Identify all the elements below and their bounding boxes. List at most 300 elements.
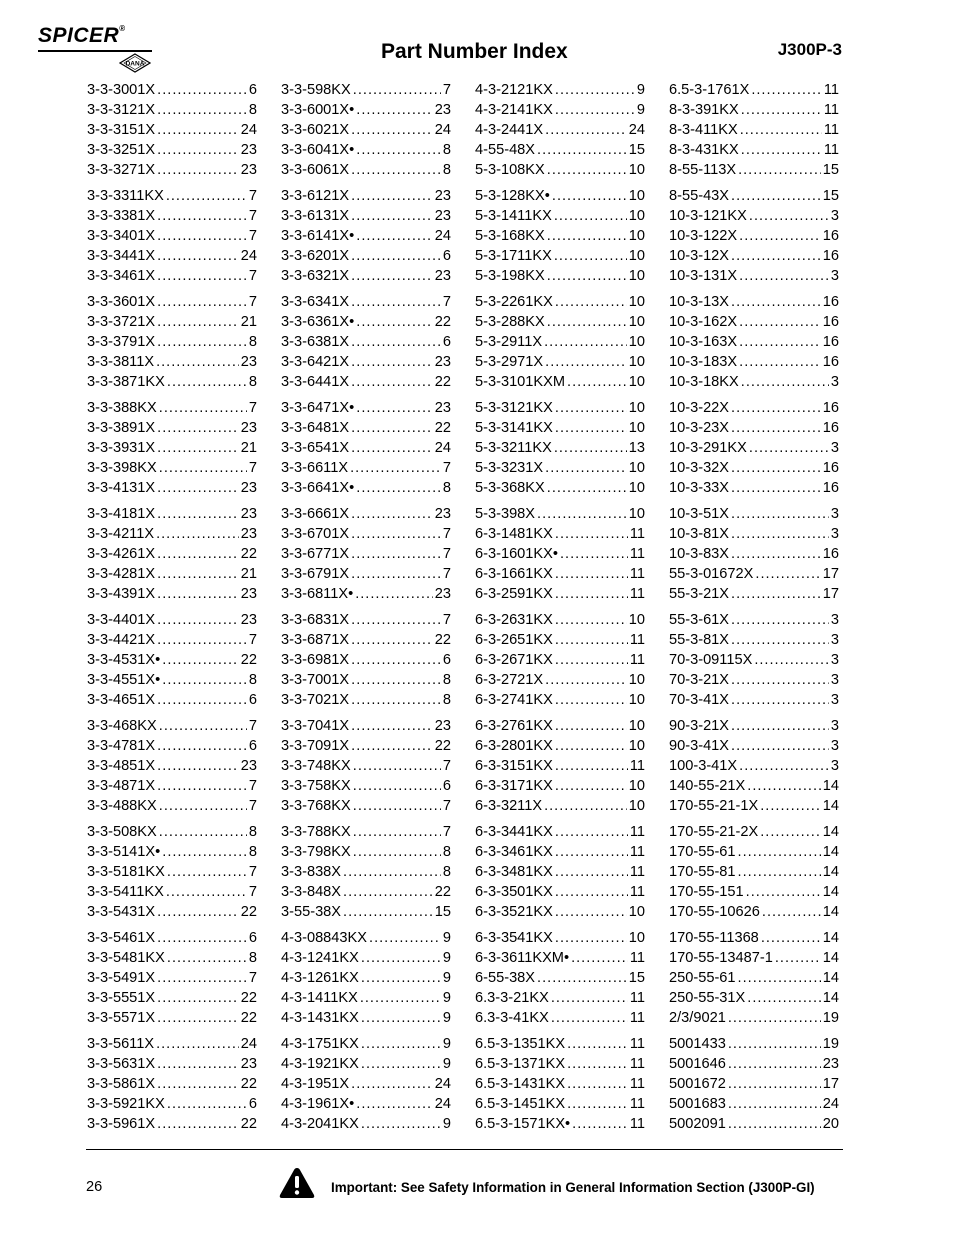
part-number: 10-3-33X [669, 480, 730, 496]
dot-leader [166, 186, 247, 206]
page-reference: 9 [442, 1036, 451, 1052]
page-reference: 10 [628, 334, 645, 350]
page-reference: 10 [628, 294, 645, 310]
entry-group [475, 398, 645, 498]
entry-group [475, 822, 645, 922]
index-entry [669, 266, 839, 286]
page-reference: 16 [822, 314, 839, 330]
index-entry [87, 756, 257, 776]
index-entry [669, 736, 839, 756]
index-entry [87, 418, 257, 438]
index-entry [281, 882, 451, 902]
page-reference: 23 [240, 586, 257, 602]
part-number: 6-3-3151KX [475, 758, 553, 774]
dot-leader [571, 948, 628, 968]
entry-group [475, 928, 645, 1028]
page-reference: 24 [240, 248, 257, 264]
index-entry [475, 670, 645, 690]
page-reference: 8 [248, 102, 257, 118]
page-reference: 23 [434, 718, 451, 734]
dot-leader [547, 478, 627, 498]
part-number: 4-3-1951X [281, 1076, 350, 1092]
index-entry [281, 670, 451, 690]
dot-leader [741, 140, 822, 160]
page-reference: 11 [629, 526, 645, 542]
part-number: 10-3-162X [669, 314, 738, 330]
part-number: 3-3-3601X [87, 294, 156, 310]
dot-leader [555, 650, 628, 670]
dot-leader [762, 902, 821, 922]
page-reference: 7 [248, 884, 257, 900]
index-entry [669, 948, 839, 968]
index-entry [281, 928, 451, 948]
dot-leader [731, 504, 829, 524]
page-reference: 23 [240, 354, 257, 370]
page-reference: 10 [628, 400, 645, 416]
brand-wordmark: SPICER® [38, 24, 126, 47]
page-reference: 8 [442, 672, 451, 688]
dot-leader [157, 140, 239, 160]
part-number: 5-3-108KX [475, 162, 545, 178]
page-reference: 22 [240, 1076, 257, 1092]
part-number: 3-3-6481X [281, 420, 350, 436]
part-number: 6-3-2801KX [475, 738, 553, 754]
part-number: 10-3-131X [669, 268, 738, 284]
index-entry [281, 226, 451, 246]
index-entry [669, 206, 839, 226]
dot-leader [555, 564, 628, 584]
page-reference: 7 [248, 188, 257, 204]
index-entry [475, 610, 645, 630]
part-number: 170-55-21-1X [669, 798, 759, 814]
page-reference: 14 [822, 844, 839, 860]
page-reference: 22 [434, 374, 451, 390]
part-number: 3-3-4211X [87, 526, 155, 542]
document-code: J300P-3 [777, 40, 842, 59]
page-reference: 10 [628, 162, 645, 178]
part-number: 3-3-3871KX [87, 374, 165, 390]
part-number: 6-3-1481KX [475, 526, 553, 542]
dot-leader [761, 928, 821, 948]
dot-leader [741, 100, 822, 120]
part-number: 5-3-3121KX [475, 400, 553, 416]
index-entry [669, 292, 839, 312]
index-entry [669, 1034, 839, 1054]
page-reference: 3 [830, 652, 839, 668]
page-reference: 7 [248, 970, 257, 986]
page-reference: 8 [248, 844, 257, 860]
page-reference: 10 [628, 672, 645, 688]
index-entry [669, 226, 839, 246]
entry-group [669, 504, 839, 604]
part-number: 3-3-3441X [87, 248, 156, 264]
dot-leader [157, 312, 239, 332]
page-reference: 16 [822, 420, 839, 436]
index-entry [669, 352, 839, 372]
dot-leader [731, 690, 829, 710]
part-number: 10-3-83X [669, 546, 730, 562]
page-reference: 11 [629, 824, 645, 840]
page-reference: 23 [240, 420, 257, 436]
dot-leader [167, 372, 247, 392]
page-reference: 23 [240, 506, 257, 522]
page-reference: 7 [442, 798, 451, 814]
index-entry [475, 418, 645, 438]
index-entry [87, 332, 257, 352]
entry-group [87, 1034, 257, 1134]
index-entry [281, 1114, 451, 1134]
page-reference: 22 [434, 314, 451, 330]
page-reference: 3 [830, 632, 839, 648]
page-reference: 11 [629, 632, 645, 648]
index-entry [87, 120, 257, 140]
page-reference: 23 [240, 1056, 257, 1072]
dot-leader [351, 610, 441, 630]
part-number: 3-3-468KX [87, 718, 157, 734]
page-reference: 21 [240, 566, 257, 582]
page-reference: 10 [628, 314, 645, 330]
page-reference: 22 [240, 1010, 257, 1026]
part-number: 3-3-4871X [87, 778, 156, 794]
part-number: 10-3-23X [669, 420, 730, 436]
index-entry [87, 1114, 257, 1134]
page-reference: 6 [442, 334, 451, 350]
page-reference: 14 [822, 930, 839, 946]
index-entry [281, 1034, 451, 1054]
dot-leader [555, 418, 627, 438]
part-number: 5-3-368KX [475, 480, 545, 496]
part-number: 3-3-4651X [87, 692, 156, 708]
part-number: 3-3-6421X [281, 354, 350, 370]
entry-group [475, 504, 645, 604]
index-entry [281, 822, 451, 842]
part-number: 3-3-4551X• [87, 672, 161, 688]
index-entry [475, 186, 645, 206]
dot-leader [353, 756, 441, 776]
part-number: 3-3-6131X [281, 208, 350, 224]
part-number: 3-3-3271X [87, 162, 156, 178]
page-reference: 7 [442, 82, 451, 98]
page-reference: 3 [830, 672, 839, 688]
index-entry [281, 736, 451, 756]
part-number: 10-3-291KX [669, 440, 747, 456]
index-entry [87, 544, 257, 564]
page-reference: 7 [442, 546, 451, 562]
dot-leader [554, 206, 627, 226]
entry-group [475, 716, 645, 816]
index-entry [87, 292, 257, 312]
dot-leader [360, 988, 441, 1008]
page-reference: 10 [628, 374, 645, 390]
part-number: 3-3-6321X [281, 268, 350, 284]
part-number: 70-3-21X [669, 672, 730, 688]
part-number: 3-3-3721X [87, 314, 156, 330]
page-reference: 24 [240, 1036, 257, 1052]
part-number: 10-3-13X [669, 294, 730, 310]
entry-group [87, 80, 257, 180]
index-entry [669, 458, 839, 478]
dot-leader [738, 968, 821, 988]
index-entry [669, 418, 839, 438]
entry-group [87, 716, 257, 816]
index-entry [87, 650, 257, 670]
index-entry [281, 206, 451, 226]
dot-leader [739, 756, 829, 776]
page-reference: 7 [248, 294, 257, 310]
dot-leader [159, 796, 247, 816]
page-reference: 23 [240, 162, 257, 178]
dot-leader [560, 544, 628, 564]
index-entry [281, 504, 451, 524]
page-reference: 16 [822, 354, 839, 370]
index-entry [87, 584, 257, 604]
part-number: 3-3-758KX [281, 778, 351, 794]
part-number: 250-55-61 [669, 970, 736, 986]
part-number: 4-3-2141KX [475, 102, 553, 118]
dot-leader [555, 902, 627, 922]
part-number: 3-3-3311KX [87, 188, 164, 204]
dot-leader [567, 1074, 628, 1094]
page-reference: 3 [830, 374, 839, 390]
part-number: 3-3-6141X• [281, 228, 355, 244]
page-reference: 7 [442, 294, 451, 310]
index-entry [475, 544, 645, 564]
index-entry [281, 988, 451, 1008]
warning-icon [278, 1166, 316, 1200]
page-reference: 21 [240, 440, 257, 456]
page-reference: 24 [240, 122, 257, 138]
index-entry [281, 100, 451, 120]
dot-leader [361, 1114, 441, 1134]
page-reference: 3 [830, 268, 839, 284]
page-reference: 8 [248, 950, 257, 966]
dot-leader [728, 1114, 821, 1134]
index-entry [87, 610, 257, 630]
dot-leader [167, 1094, 247, 1114]
dot-leader [547, 160, 627, 180]
part-number: 3-3-3251X [87, 142, 156, 158]
part-number: 3-3-4131X [87, 480, 156, 496]
dot-leader [156, 1034, 239, 1054]
dot-leader [157, 292, 247, 312]
page-reference: 14 [822, 904, 839, 920]
page-reference: 10 [628, 208, 645, 224]
page-reference: 14 [822, 824, 839, 840]
dot-leader [361, 948, 441, 968]
page-reference: 9 [442, 1116, 451, 1132]
dot-leader [157, 100, 247, 120]
entry-group [281, 80, 451, 180]
page-reference: 8 [442, 142, 451, 158]
page-reference: 7 [442, 612, 451, 628]
page-reference: 10 [628, 268, 645, 284]
part-number: 3-55-38X [281, 904, 342, 920]
page-reference: 10 [628, 248, 645, 264]
index-entry [87, 266, 257, 286]
dot-leader [351, 206, 433, 226]
index-entry [669, 842, 839, 862]
page-reference: 22 [434, 738, 451, 754]
part-number: 3-3-4401X [87, 612, 156, 628]
dot-leader [746, 882, 821, 902]
dot-leader [555, 100, 635, 120]
dot-leader [731, 186, 821, 206]
part-number: 5-3-3141KX [475, 420, 553, 436]
index-entry [87, 1074, 257, 1094]
index-entry [669, 332, 839, 352]
page-reference: 9 [442, 1056, 451, 1072]
index-entry [475, 398, 645, 418]
entry-group [281, 822, 451, 922]
dot-leader [567, 1034, 628, 1054]
part-number: 4-3-1921KX [281, 1056, 359, 1072]
dot-leader [356, 226, 433, 246]
dot-leader [555, 524, 628, 544]
dot-leader [351, 650, 441, 670]
entry-group [669, 928, 839, 1028]
part-number: 6-3-3541KX [475, 930, 553, 946]
dot-leader [554, 246, 627, 266]
page-reference: 11 [823, 82, 839, 98]
page-reference: 9 [442, 990, 451, 1006]
dot-leader [544, 796, 627, 816]
index-entry [87, 862, 257, 882]
safety-notice: Important: See Safety Information in General Information Section (J300P-GI) [331, 1180, 815, 1195]
page-reference: 11 [823, 102, 839, 118]
dot-leader [361, 1054, 441, 1074]
page-reference: 8 [442, 864, 451, 880]
page-reference: 10 [628, 930, 645, 946]
index-entry [87, 1008, 257, 1028]
part-number: 6.5-3-1371KX [475, 1056, 566, 1072]
dot-leader [351, 246, 441, 266]
spicer-logo [38, 24, 158, 76]
part-number: 5-3-398X [475, 506, 536, 522]
page-reference: 10 [628, 778, 645, 794]
entry-group [669, 292, 839, 392]
index-entry [669, 776, 839, 796]
page-reference: 7 [442, 758, 451, 774]
part-number: 6-3-2591KX [475, 586, 553, 602]
dot-leader [351, 504, 433, 524]
page-reference: 15 [822, 162, 839, 178]
index-entry [669, 716, 839, 736]
entry-group [475, 292, 645, 392]
dot-leader [166, 882, 247, 902]
part-number: 6.3-3-21KX [475, 990, 549, 1006]
part-number: 10-3-163X [669, 334, 738, 350]
page-reference: 15 [628, 142, 645, 158]
part-number: 5001672 [669, 1076, 726, 1092]
index-entry [475, 630, 645, 650]
dot-leader [351, 332, 441, 352]
dot-leader [731, 246, 821, 266]
index-column-4 [669, 80, 839, 1140]
index-entry [669, 862, 839, 882]
dot-leader [361, 1008, 441, 1028]
dot-leader [157, 438, 239, 458]
page-reference: 15 [628, 970, 645, 986]
page-reference: 16 [822, 294, 839, 310]
page-reference: 11 [629, 844, 645, 860]
part-number: 5-3-1711KX [475, 248, 552, 264]
dana-mark-text: DANA [125, 60, 145, 68]
page-reference: 11 [629, 1096, 645, 1112]
dot-leader [157, 756, 239, 776]
part-number: 8-3-431KX [669, 142, 739, 158]
index-entry [87, 504, 257, 524]
index-entry [669, 882, 839, 902]
index-entry [475, 312, 645, 332]
dot-leader [731, 716, 829, 736]
part-number: 3-3-6701X [281, 526, 350, 542]
part-number: 3-3-6771X [281, 546, 350, 562]
page-reference: 3 [830, 440, 839, 456]
part-number: 3-3-7021X [281, 692, 350, 708]
part-number: 3-3-6341X [281, 294, 350, 310]
page-reference: 20 [822, 1116, 839, 1132]
page-reference: 16 [822, 400, 839, 416]
dot-leader [351, 524, 441, 544]
page-reference: 21 [240, 314, 257, 330]
entry-group [669, 610, 839, 710]
index-entry [475, 902, 645, 922]
part-number: 10-3-22X [669, 400, 730, 416]
part-number: 3-3-5141X• [87, 844, 161, 860]
dot-leader [551, 988, 628, 1008]
entry-group [669, 80, 839, 180]
index-column-3 [475, 80, 645, 1140]
part-number: 70-3-41X [669, 692, 730, 708]
index-entry [87, 206, 257, 226]
page-reference: 10 [628, 420, 645, 436]
index-entry [669, 140, 839, 160]
dot-leader [351, 372, 433, 392]
page-reference: 16 [822, 248, 839, 264]
entry-group [475, 1034, 645, 1134]
dot-leader [159, 398, 247, 418]
index-entry [669, 246, 839, 266]
index-entry [669, 796, 839, 816]
index-entry [475, 756, 645, 776]
part-number: 4-3-2041KX [281, 1116, 359, 1132]
part-number: 6-55-38X [475, 970, 536, 986]
index-entry [281, 438, 451, 458]
part-number: 10-3-32X [669, 460, 730, 476]
page-reference: 6 [442, 652, 451, 668]
dot-leader [157, 226, 247, 246]
index-entry [281, 650, 451, 670]
page-reference: 14 [822, 990, 839, 1006]
index-entry [281, 246, 451, 266]
dot-leader [760, 796, 821, 816]
dot-leader [351, 716, 433, 736]
index-entry [281, 372, 451, 392]
page-reference: 23 [434, 188, 451, 204]
page-reference: 11 [629, 566, 645, 582]
index-entry [669, 928, 839, 948]
index-entry [475, 862, 645, 882]
page-reference: 23 [434, 586, 451, 602]
dot-leader [537, 968, 627, 988]
index-entry [87, 882, 257, 902]
index-entry [87, 186, 257, 206]
index-entry [281, 478, 451, 498]
part-number: 3-3-748KX [281, 758, 351, 774]
page-reference: 23 [240, 758, 257, 774]
page-title: Part Number Index [381, 40, 568, 63]
part-number: 3-3-5571X [87, 1010, 156, 1026]
